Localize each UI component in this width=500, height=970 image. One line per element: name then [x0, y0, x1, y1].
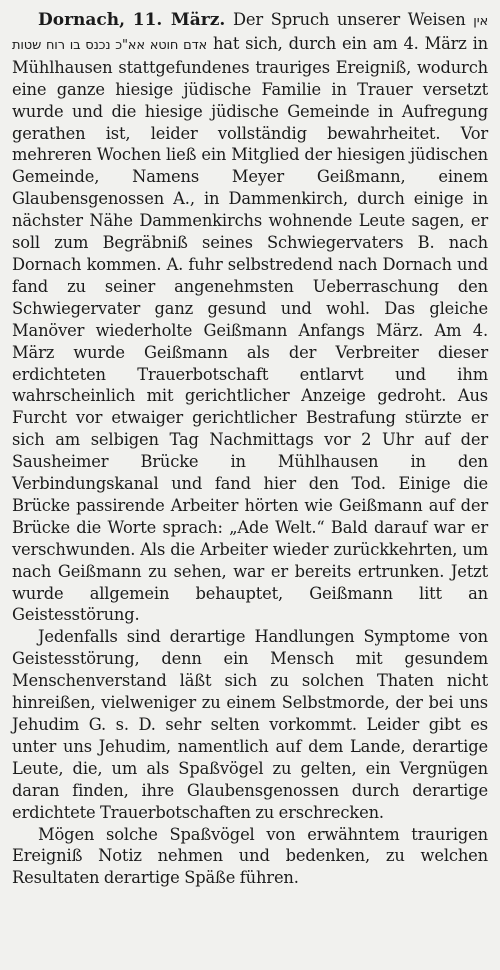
article-paragraph-2: Jedenfalls sind derartige Handlungen Symptome von Geistesstörung, denn ein Mensch mit gesundem Menschenverstand läßt sich zu solchen Thaten nicht hinreißen, vielweniger zu einem Selbstmorde, der bei uns Jehudim G. s. D. sehr selten vorkommt. Leider gibt es unter uns Jehudim, namentlich auf dem Lande, derartige Leute, die, um als Spaßvögel zu gelten, ein Vergnügen daran finden, ihre Glaubensgenossen durch derartige erdichtete Trauerbotschaften zu erschrecken. — [12, 627, 488, 822]
dateline-place: Dornach, — [38, 10, 126, 30]
dateline-date: 11. März. — [132, 10, 226, 30]
article-paragraph-3: Mögen solche Spaßvögel von erwähntem traurigen Ereigniß Notiz nehmen und bedenken, zu welchen Resultaten derartige Späße führen. — [12, 824, 488, 888]
hebrew-quotation: אין אדם חוטא אא"כ נכנס בו רוח שטות — [12, 14, 488, 53]
paragraph-1-body: hat sich, durch ein am 4. März in Mühlhausen stattgefundenes trauriges Ereigniß, wodurch eine ganze hiesige jüdische Familie in Trauer versetzt wurde und die hiesige jüdische Gemeinde in Aufregung gerathen ist, leider vollständig bewahrheitet. Vor mehreren Wochen ließ ein Mitglied der hiesigen jüdischen Gemeinde, Namens Meyer Geißmann, einem Glaubensgenossen A., in Dammenkirch, durch einige in nächster Nähe Dammenkirchs wohnende Leute sagen, er soll zum Begräbniß seines Schwiegervaters B. nach Dornach kommen. A. fuhr selbstredend nach Dornach und fand zu seiner angenehmsten Ueberraschung den Schwiegervater ganz gesund und wohl. Das gleiche Manöver wiederholte Geißmann Anfangs März. Am 4. März wurde Geißmann als der Verbreiter dieser erdichteten Trauerbotschaft entlarvt und ihm wahrscheinlich mit gerichtlicher Anzeige gedroht. Aus Furcht vor etwaiger gerichtlicher Bestrafung stürzte er sich am selbigen Tag Nachmittags vor 2 Uhr auf der Sausheimer Brücke in Mühlhausen in den Verbindungskanal und fand hier den Tod. Einige die Brücke passirende Arbeiter hörten wie Geißmann auf der Brücke die Worte sprach: „Ade Welt.“ Bald darauf war er verschwunden. Als die Arbeiter wieder zurückkehrten, um nach Geißmann zu sehen, war er bereits ertrunken. Jetzt wurde allgemein behauptet, Geißmann litt an Geistesstörung. — [12, 33, 488, 625]
paragraph-1-intro: Der Spruch unserer Weisen — [232, 10, 466, 29]
article-paragraph-1 — [12, 9, 488, 626]
news-article — [12, 9, 488, 889]
